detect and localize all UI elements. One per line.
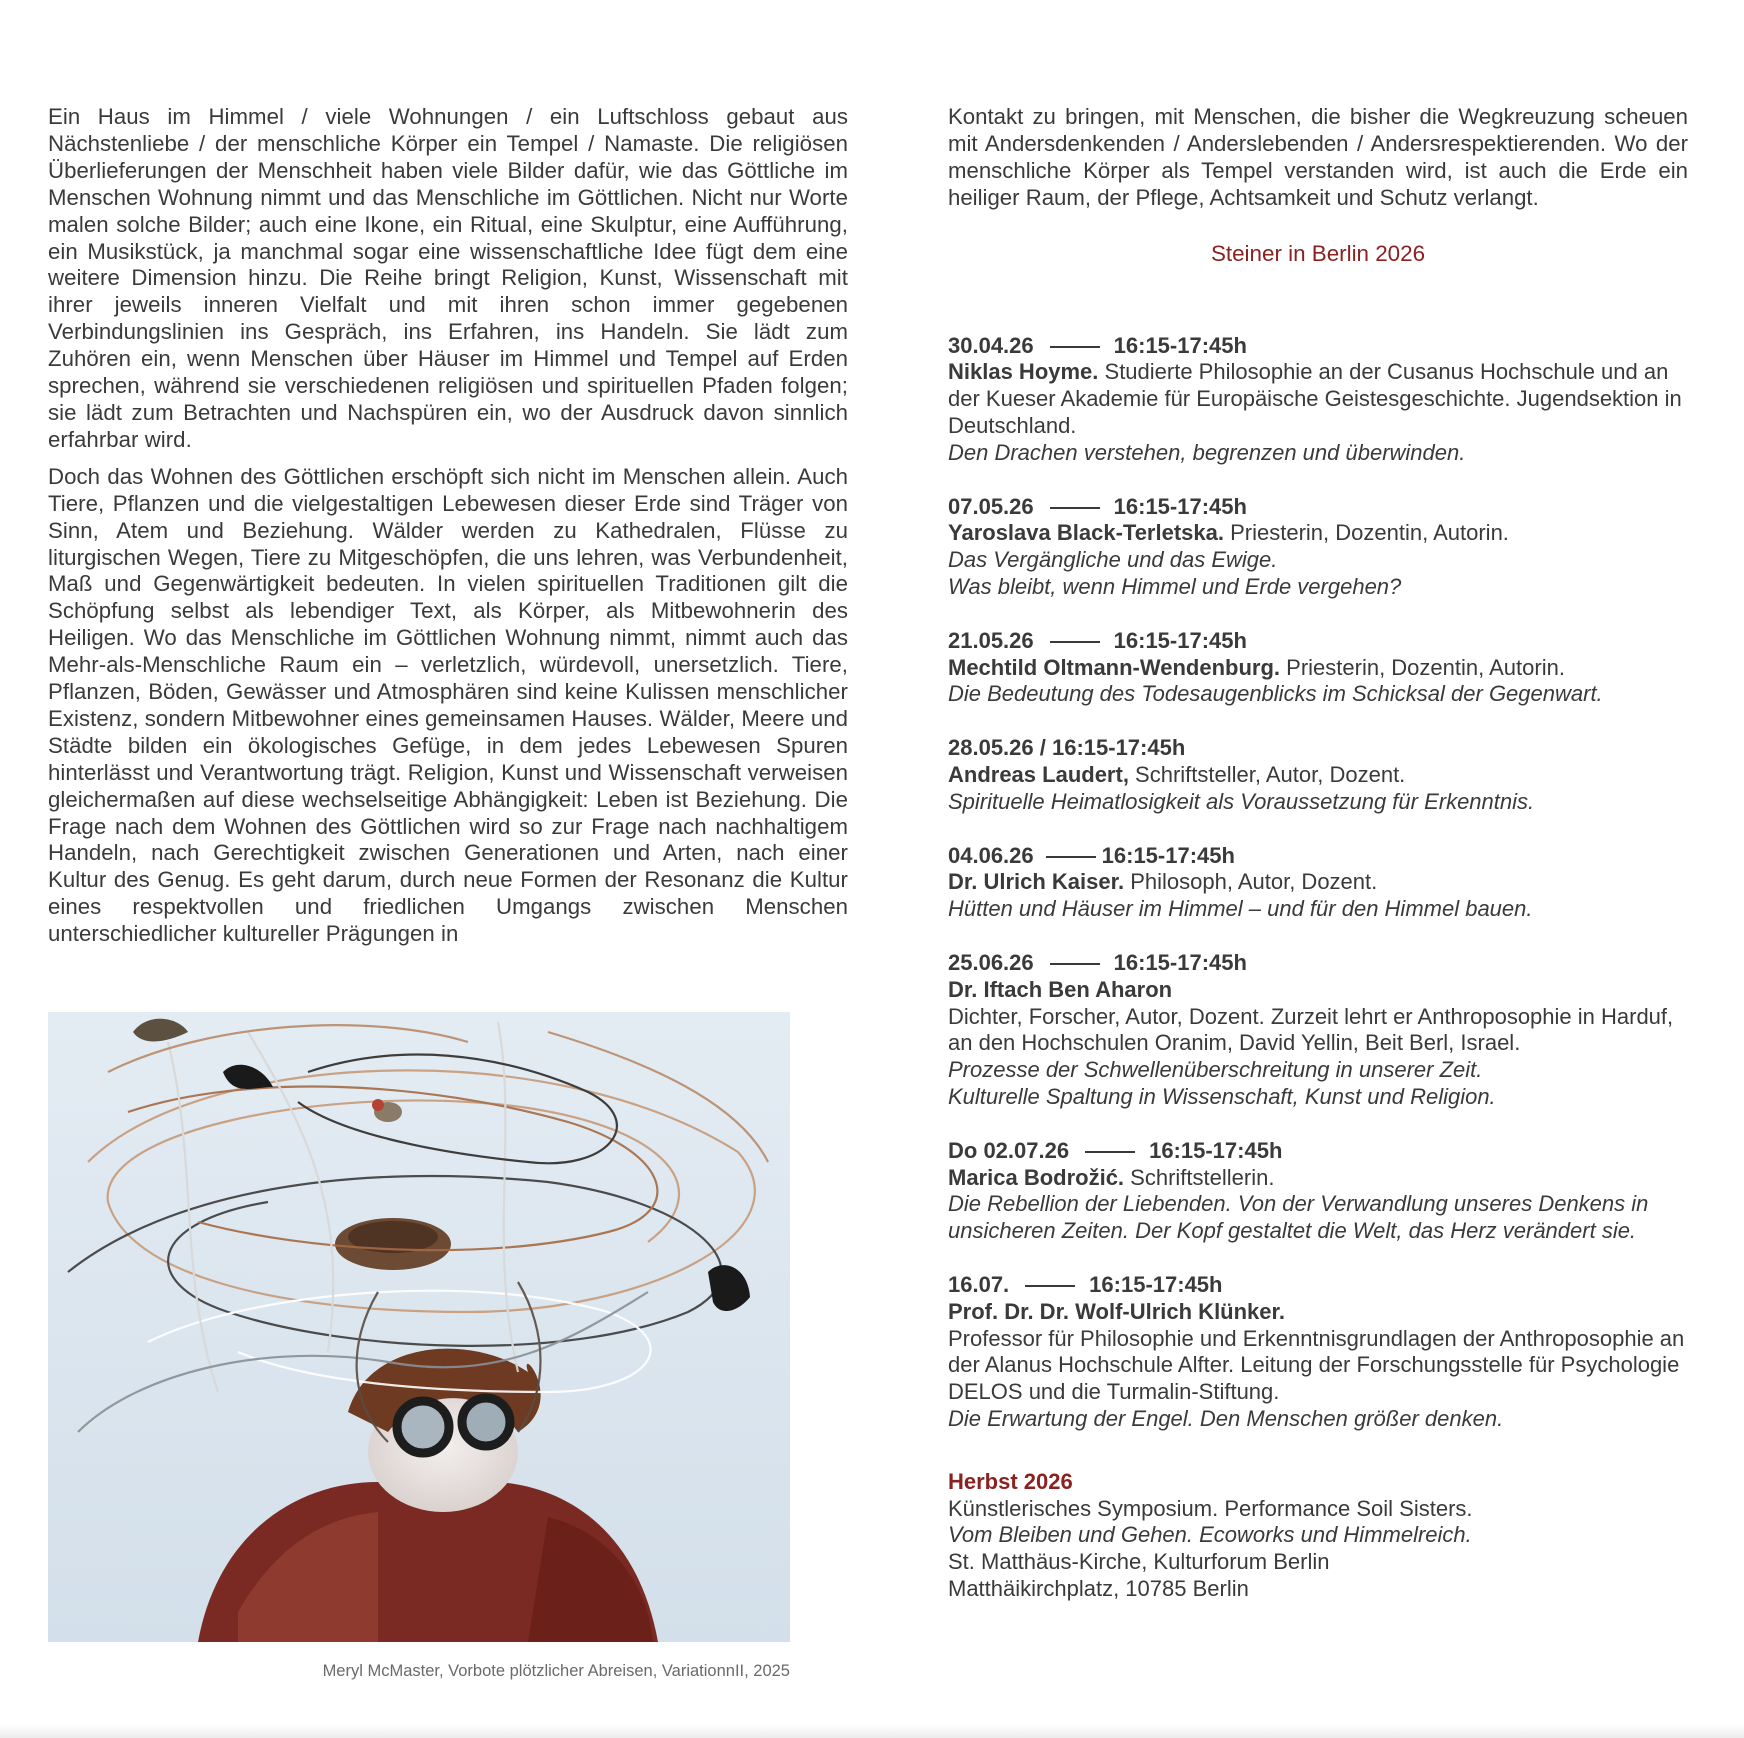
event-item <box>948 333 1688 467</box>
event-item <box>948 494 1688 601</box>
event-date-line <box>948 950 1688 977</box>
event-date: 04.06.26 <box>948 842 1034 868</box>
autumn-title: Vom Bleiben und Gehen. Ecoworks und Himmelreich. <box>948 1522 1472 1548</box>
event-title: Die Bedeutung des Todesaugenblicks im Schicksal der Gegenwart. <box>948 681 1603 707</box>
photo-caption: Meryl McMaster, Vorbote plötzlicher Abreisen, VariationnII, 2025 <box>322 1662 790 1680</box>
dash-separator <box>1046 856 1096 859</box>
event-item <box>948 950 1688 1111</box>
event-title: Prozesse der Schwellenüberschreitung in unserer Zeit. <box>948 1057 1483 1083</box>
event-title: Den Drachen verstehen, begrenzen und überwinden. <box>948 439 1466 465</box>
event-date-line: 28.05.26 / 16:15-17:45h <box>948 735 1186 761</box>
event-date-line <box>948 1138 1688 1165</box>
event-date: 25.06.26 <box>948 949 1034 975</box>
right-column <box>948 104 1688 1603</box>
event-speaker <box>948 869 1688 896</box>
event-date-line <box>948 843 1688 870</box>
event-subtitle: Kulturelle Spaltung in Wissenschaft, Kunst und Religion. <box>948 1083 1496 1109</box>
artwork-illustration <box>48 1012 790 1642</box>
autumn-event <box>948 1469 1688 1603</box>
speaker-name: Andreas Laudert, <box>948 761 1129 787</box>
speaker-bio: Priesterin, Dozentin, Autorin. <box>1280 654 1565 680</box>
event-item <box>948 843 1688 923</box>
event-subtitle: Was bleibt, wenn Himmel und Erde vergehen? <box>948 574 1402 599</box>
event-time: 16:15-17:45h <box>1101 842 1235 868</box>
event-date: 21.05.26 <box>948 627 1034 653</box>
event-speaker <box>948 359 1688 439</box>
event-item <box>948 735 1688 815</box>
speaker-name: Dr. Iftach Ben Aharon <box>948 976 1173 1002</box>
event-date: 30.04.26 <box>948 332 1034 358</box>
speaker-bio: Philosoph, Autor, Dozent. <box>1124 869 1378 895</box>
intro-paragraph-1: Ein Haus im Himmel / viele Wohnungen / ein Luftschloss gebaut aus Nächstenliebe / der menschliche Körper ein Tempel / Namaste. Die religiösen Überlieferungen der Menschheit haben viele Bilder dafür, wie das Göttliche im Menschen Wohnung nimmt und das Menschliche im Göttlichen. Nicht nur Worte malen solche Bilder; auch eine Ikone, ein Ritual, eine Skulptur, eine Aufführung, ein Musikstück, ja manchmal sogar eine wissenschaftliche Idee fügt dem eine weitere Dimension hinzu. Die Reihe bringt Religion, Kunst, Wissenschaft mit ihrer jeweils inneren Vielfalt und mit ihren schon immer gegebenen Verbindungslinien ins Gespräch, ins Erfahren, ins Handeln. Sie lädt zum Zuhören ein, wenn Menschen über Häuser im Himmel und Tempel auf Erden sprechen, während sie verschiedenen religiösen und spirituellen Pfaden folgen; sie lädt zum Betrachten und Nachspüren ein, wo der Ausdruck davon sinnlich erfahrbar wird. <box>48 104 848 452</box>
event-item <box>948 1138 1688 1245</box>
speaker-bio: Professor für Philosophie und Erkenntnisgrundlagen der Anthroposophie an der Alanus Hochschule Alfter. Leitung der Forschungsstelle für Psychologie DELOS und die Turmalin-Stiftung. <box>948 1325 1685 1405</box>
autumn-heading: Herbst 2026 <box>948 1468 1073 1494</box>
event-time: 16:15-17:45h <box>1149 1137 1283 1163</box>
event-list <box>948 333 1688 1433</box>
dash-separator <box>1025 1285 1075 1288</box>
event-title: Hütten und Häuser im Himmel – und für den Himmel bauen. <box>948 896 1533 922</box>
event-date: Do 02.07.26 <box>948 1137 1070 1163</box>
event-title: Die Rebellion der Liebenden. Von der Verwandlung unseres Denkens in unsicheren Zeiten. Der Kopf gestaltet die Welt, das Herz verändert sie. <box>948 1191 1649 1244</box>
speaker-bio: Dichter, Forscher, Autor, Dozent. Zurzeit lehrt er Anthroposophie in Harduf, an den Hochschulen Oranim, David Yellin, Beit Berl, Israel. <box>948 1003 1674 1056</box>
event-date-line <box>948 628 1688 655</box>
event-time: 16:15-17:45h <box>1113 949 1247 975</box>
page-bottom-shadow <box>0 1724 1744 1738</box>
event-date: 07.05.26 <box>948 493 1034 519</box>
speaker-bio: Priesterin, Dozentin, Autorin. <box>1224 520 1509 546</box>
speaker-name: Marica Bodrožić. <box>948 1164 1125 1190</box>
speaker-bio: Schriftstellerin. <box>1124 1164 1275 1190</box>
venue-name: St. Matthäus-Kirche, Kulturforum Berlin <box>948 1549 1330 1575</box>
intro-continuation: Kontakt zu bringen, mit Menschen, die bisher die Wegkreuzung scheuen mit Andersdenkenden / Anderslebenden / Andersrespektierenden. Wo der menschliche Körper als Tempel verstanden wird, ist auch die Erde ein heiliger Raum, der Pflege, Achtsamkeit und Schutz verlangt. <box>948 104 1688 210</box>
event-speaker <box>948 1165 1688 1192</box>
speaker-name: Mechtild Oltmann-Wendenburg. <box>948 654 1281 680</box>
speaker-name: Prof. Dr. Dr. Wolf-Ulrich Klünker. <box>948 1298 1285 1324</box>
dash-separator <box>1085 1151 1135 1154</box>
section-title: Steiner in Berlin 2026 <box>1210 240 1426 266</box>
event-time: 16:15-17:45h <box>1089 1271 1223 1297</box>
speaker-name: Yaroslava Black-Terletska. <box>948 520 1224 546</box>
speaker-bio: Studierte Philosophie an der Cusanus Hochschule und an der Kueser Akademie für Europäische Geistesgeschichte. Jugendsektion in Deutschland. <box>948 359 1682 439</box>
autumn-description: Künstlerisches Symposium. Performance Soil Sisters. <box>948 1495 1473 1521</box>
intro-paragraph-2: Doch das Wohnen des Göttlichen erschöpft sich nicht im Menschen allein. Auch Tiere, Pflanzen und die vielgestaltigen Lebewesen dieser Erde sind Träger von Sinn, Atem und Beziehung. Wälder werden zu Kathedralen, Flüsse zu liturgischen Wegen, Tiere zu Mitgeschöpfen, die uns lehren, was Verbundenheit, Maß und Gegenwärtigkeit bedeuten. In vielen spirituellen Traditionen gilt die Schöpfung selbst als lebendiger Text, als Körper, als Mitbewohnerin des Heiligen. Wo das Menschliche im Göttlichen Wohnung nimmt, nimmt auch das Mehr-als-Menschliche Raum ein – verletzlich, würdevoll, unersetzlich. Tiere, Pflanzen, Böden, Gewässer und Atmosphären sind keine Kulissen menschlicher Existenz, sondern Mitbewohner eines gemeinsamen Hauses. Wälder, Meere und Städte bilden ein ökologisches Gefüge, in dem jedes Lebewesen Spuren hinterlässt und Verantwortung trägt. Religion, Kunst und Wissenschaft verweisen gleichermaßen auf diese wechselseitige Abhängigkeit: Leben ist Beziehung. Die Frage nach dem Wohnen des Göttlichen wird so zur Frage nach nachhaltigem Handeln, nach Gerechtigkeit zwischen Generationen und Arten, nach einer Kultur des Genug. Es geht darum, durch neue Formen der Resonanz die Kultur eines respektvollen und friedlichen Umgangs zwischen Menschen unterschiedlicher kultureller Prägungen in <box>48 463 848 947</box>
speaker-name: Niklas Hoyme. <box>948 359 1099 385</box>
event-date-line <box>948 494 1688 521</box>
event-date: 16.07. <box>948 1271 1010 1297</box>
artwork-photo <box>48 1012 790 1642</box>
event-speaker <box>948 762 1688 789</box>
event-speaker <box>948 520 1688 547</box>
event-date-line <box>948 333 1688 360</box>
event-title: Spirituelle Heimatlosigkeit als Voraussetzung für Erkenntnis. <box>948 788 1535 814</box>
event-item <box>948 1272 1688 1433</box>
event-time: 16:15-17:45h <box>1113 627 1247 653</box>
speaker-name: Dr. Ulrich Kaiser. <box>948 869 1125 895</box>
dash-separator <box>1050 963 1100 966</box>
event-title: Die Erwartung der Engel. Den Menschen größer denken. <box>948 1405 1504 1431</box>
dash-separator <box>1050 346 1100 349</box>
left-column <box>48 104 848 958</box>
event-title: Das Vergängliche und das Ewige. <box>948 547 1278 573</box>
event-time: 16:15-17:45h <box>1113 332 1247 358</box>
venue-address: Matthäikirchplatz, 10785 Berlin <box>948 1575 1249 1601</box>
event-item <box>948 628 1688 708</box>
speaker-bio: Schriftsteller, Autor, Dozent. <box>1128 761 1406 787</box>
event-date-line <box>948 1272 1688 1299</box>
event-time: 16:15-17:45h <box>1113 493 1247 519</box>
dash-separator <box>1050 641 1100 644</box>
dash-separator <box>1050 507 1100 510</box>
event-speaker <box>948 655 1688 682</box>
